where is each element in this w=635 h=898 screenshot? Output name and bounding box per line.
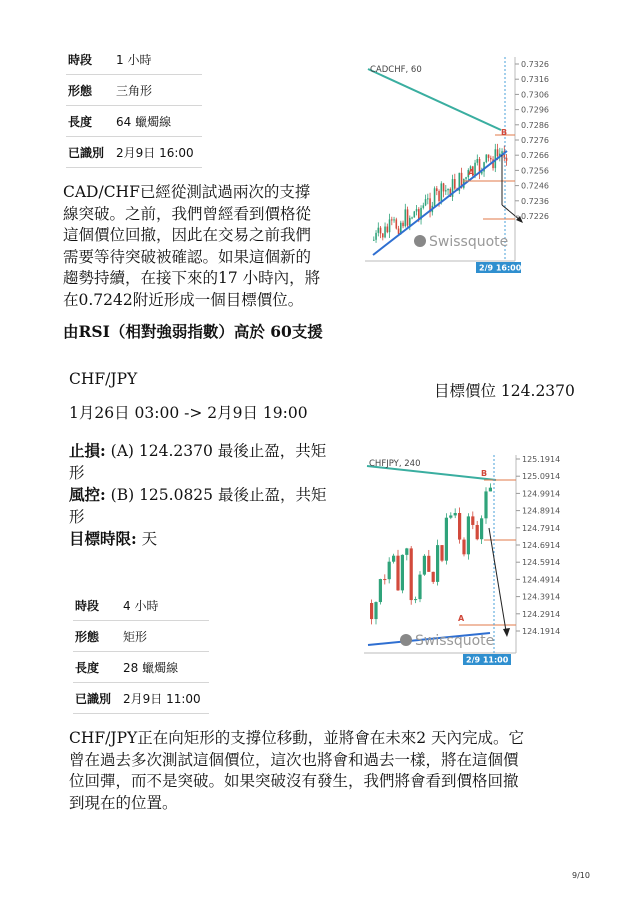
- candle-body: [373, 240, 375, 241]
- y-tick-label: 0.7226: [521, 212, 549, 221]
- candle-body: [443, 183, 445, 191]
- stop-loss-text: (A) 124.2370 最後止盈，共矩形: [69, 442, 327, 482]
- candle-body: [484, 491, 487, 518]
- candle-body: [375, 233, 377, 240]
- paragraph-line: 曾在過去多次測試這個價位，這次也將會和過去一樣，將在這個價: [69, 750, 519, 769]
- candle-body: [389, 219, 391, 232]
- candle-body: [480, 518, 483, 539]
- y-tick-label: 124.4914: [522, 575, 561, 585]
- candle-body: [447, 189, 449, 190]
- candle-body: [391, 219, 393, 220]
- candle-body: [423, 556, 426, 575]
- candle-body: [476, 525, 479, 539]
- paragraph-line: 線突破。之前，我們曾經看到價格從: [63, 204, 312, 223]
- paragraph-line: 需要等待突破被確認。如果這個新的: [63, 247, 312, 266]
- paragraph-line: 趨勢持續，在接下來的17 小時內，將: [63, 269, 321, 287]
- candle-body: [497, 149, 499, 156]
- table-value: 1 小時: [116, 44, 202, 75]
- cadchf-description: [63, 182, 353, 311]
- paragraph-line: 位回彈，而不是突破。如果突破沒有發生，我們將會看到價格回撤: [69, 772, 519, 790]
- candle-body: [416, 209, 418, 211]
- table-value: 2月9日 11:00: [123, 683, 209, 714]
- horizon-row: [69, 528, 341, 551]
- paragraph-line: 這個價位回撤，因此在交易之前我們: [63, 226, 312, 244]
- y-tick-label: 0.7276: [521, 136, 549, 145]
- cadchf-chart: [365, 55, 571, 273]
- candle-body: [387, 227, 389, 233]
- candle-body: [486, 155, 488, 163]
- candle-body: [462, 540, 465, 555]
- table-key: 長度: [66, 106, 116, 137]
- swissquote-logo-icon: [400, 634, 412, 646]
- table-row: [73, 683, 209, 714]
- candle-body: [441, 183, 443, 201]
- paragraph-line: 在0.7242附近形成一個目標價位。: [63, 290, 304, 309]
- candle-body: [489, 488, 492, 492]
- chfjpy-description: [69, 728, 589, 814]
- y-tick-label: 0.7246: [521, 181, 549, 191]
- table-row: [66, 106, 202, 137]
- date-range: 1月26日 03:00 -> 2月9日 19:00: [69, 404, 308, 422]
- candle-body: [434, 188, 436, 205]
- horizon-text: 天: [136, 530, 158, 548]
- candle-body: [458, 513, 461, 540]
- y-tick-label: 0.7256: [521, 166, 549, 176]
- candle-body: [432, 572, 435, 582]
- y-axis: [515, 60, 549, 221]
- pattern-table-chfjpy: [73, 590, 209, 714]
- rsi-heading: 由RSI（相對強弱指數）高於 60支援: [63, 322, 323, 341]
- candle-body: [427, 198, 429, 199]
- paragraph-line: CHF/JPY正在向矩形的支撐位移動，並將會在未來2 天內完成。它: [69, 729, 525, 747]
- table-row: [66, 75, 202, 106]
- table-value: 28 蠟燭線: [123, 652, 209, 683]
- candle-body: [407, 209, 409, 225]
- candle-body: [405, 548, 408, 554]
- candle-body: [414, 599, 417, 600]
- table-value: 2月9日 16:00: [116, 137, 202, 168]
- table-key: 時段: [73, 590, 123, 621]
- candle-body: [454, 513, 457, 515]
- watermark: Swissquote: [415, 633, 495, 649]
- candle-body: [467, 516, 470, 554]
- stop-loss-row: [69, 440, 341, 484]
- candle-body: [402, 223, 404, 226]
- candle-body: [488, 155, 490, 158]
- candle-body: [396, 219, 398, 228]
- label-a: A: [458, 614, 465, 623]
- candle-body: [370, 603, 373, 619]
- candle-body: [388, 562, 391, 580]
- candle-body: [398, 229, 400, 234]
- candle-body: [393, 219, 395, 220]
- candle-body: [383, 579, 386, 580]
- y-tick-label: 124.2914: [522, 609, 561, 619]
- horizon-label: 目標時限:: [69, 529, 137, 548]
- candle-body: [414, 211, 416, 217]
- table-value: 4 小時: [123, 590, 209, 621]
- candle-body: [436, 545, 439, 582]
- candle-body: [471, 516, 474, 525]
- candle-body: [418, 575, 421, 599]
- watermark: Swissquote: [429, 234, 509, 250]
- projection-line: [489, 528, 506, 631]
- pair-heading: CHF/JPY: [69, 370, 138, 388]
- candle-body: [405, 209, 407, 226]
- arrow-head-icon: [503, 628, 510, 637]
- label-b: B: [501, 128, 508, 137]
- candle-body: [490, 158, 492, 159]
- risk-text: (B) 125.0825 最後止盈，共矩形: [69, 486, 327, 526]
- candle-body: [454, 179, 456, 189]
- table-key: 已識別: [73, 683, 123, 714]
- candle-body: [506, 158, 508, 161]
- cadchf-chart-svg: [365, 55, 571, 273]
- y-tick-label: 124.8914: [522, 506, 561, 516]
- risk-row: [69, 484, 341, 528]
- table-key: 時段: [66, 44, 116, 75]
- candle-body: [409, 218, 411, 226]
- table-key: 形態: [66, 75, 116, 106]
- y-tick-label: 0.7296: [521, 105, 549, 115]
- time-label: 2/9 16:00: [479, 263, 522, 273]
- time-label: 2/9 11:00: [466, 655, 509, 665]
- target-price: 目標價位 124.2370: [434, 382, 575, 400]
- candle-body: [474, 163, 476, 176]
- candle-body: [410, 548, 413, 600]
- candles: [370, 483, 492, 624]
- label-a: A: [468, 168, 475, 177]
- paragraph-line: 到現在的位置。: [69, 793, 178, 812]
- y-tick-label: 0.7306: [521, 90, 549, 100]
- y-tick-label: 0.7326: [521, 60, 549, 69]
- y-axis: [516, 455, 560, 636]
- candle-body: [436, 188, 438, 191]
- y-tick-label: 0.7266: [521, 151, 549, 161]
- candle-body: [423, 205, 425, 208]
- candle-body: [438, 191, 440, 201]
- table-row: [66, 44, 202, 75]
- table-key: 形態: [73, 621, 123, 652]
- candle-body: [465, 177, 467, 179]
- table-value: 64 蠟燭線: [116, 106, 202, 137]
- table-row: [73, 652, 209, 683]
- y-tick-label: 124.5914: [522, 558, 561, 568]
- candle-body: [396, 556, 399, 591]
- table-value: 矩形: [123, 621, 209, 652]
- pattern-table-cadchf: [66, 44, 202, 168]
- candle-body: [401, 555, 404, 590]
- y-tick-label: 0.7236: [521, 196, 549, 206]
- chfjpy-chart-svg: [364, 453, 572, 665]
- candle-body: [411, 217, 413, 218]
- y-tick-label: 125.1914: [522, 455, 561, 464]
- candle-body: [440, 545, 443, 561]
- candle-body: [425, 199, 427, 205]
- y-tick-label: 0.7286: [521, 120, 549, 130]
- candle-body: [427, 556, 430, 572]
- table-key: 已識別: [66, 137, 116, 168]
- chfjpy-chart: [364, 453, 572, 665]
- y-tick-label: 124.3914: [522, 592, 561, 602]
- chart-title: CHFJPY, 240: [369, 459, 421, 469]
- y-tick-label: 124.9914: [522, 489, 561, 499]
- stop-loss-label: 止損:: [69, 441, 106, 460]
- table-value: 三角形: [116, 75, 202, 106]
- candle-body: [382, 233, 384, 237]
- label-b: B: [481, 469, 488, 478]
- candle-body: [374, 602, 377, 619]
- candle-body: [477, 159, 479, 163]
- candle-body: [384, 227, 386, 238]
- y-tick-label: 124.7914: [522, 523, 561, 533]
- candle-body: [445, 190, 447, 191]
- candle-body: [445, 518, 448, 561]
- table-row: [73, 590, 209, 621]
- candle-body: [380, 228, 382, 234]
- candle-body: [379, 579, 382, 602]
- trade-details: [69, 440, 341, 551]
- table-key: 長度: [73, 652, 123, 683]
- table-row: [73, 621, 209, 652]
- y-tick-label: 0.7316: [521, 75, 549, 85]
- paragraph-line: CAD/CHF已經從測試過兩次的支撐: [63, 183, 311, 201]
- candle-body: [449, 515, 452, 517]
- y-tick-label: 124.6914: [522, 541, 561, 550]
- candle-body: [378, 228, 380, 233]
- y-tick-label: 124.1914: [522, 627, 561, 636]
- candle-body: [392, 556, 395, 562]
- table-row: [66, 137, 202, 168]
- page-number: 9/10: [572, 871, 590, 880]
- swissquote-logo-icon: [414, 235, 426, 247]
- risk-label: 風控:: [69, 485, 106, 504]
- chart-title: CADCHF, 60: [370, 65, 422, 75]
- y-tick-label: 125.0914: [522, 472, 561, 482]
